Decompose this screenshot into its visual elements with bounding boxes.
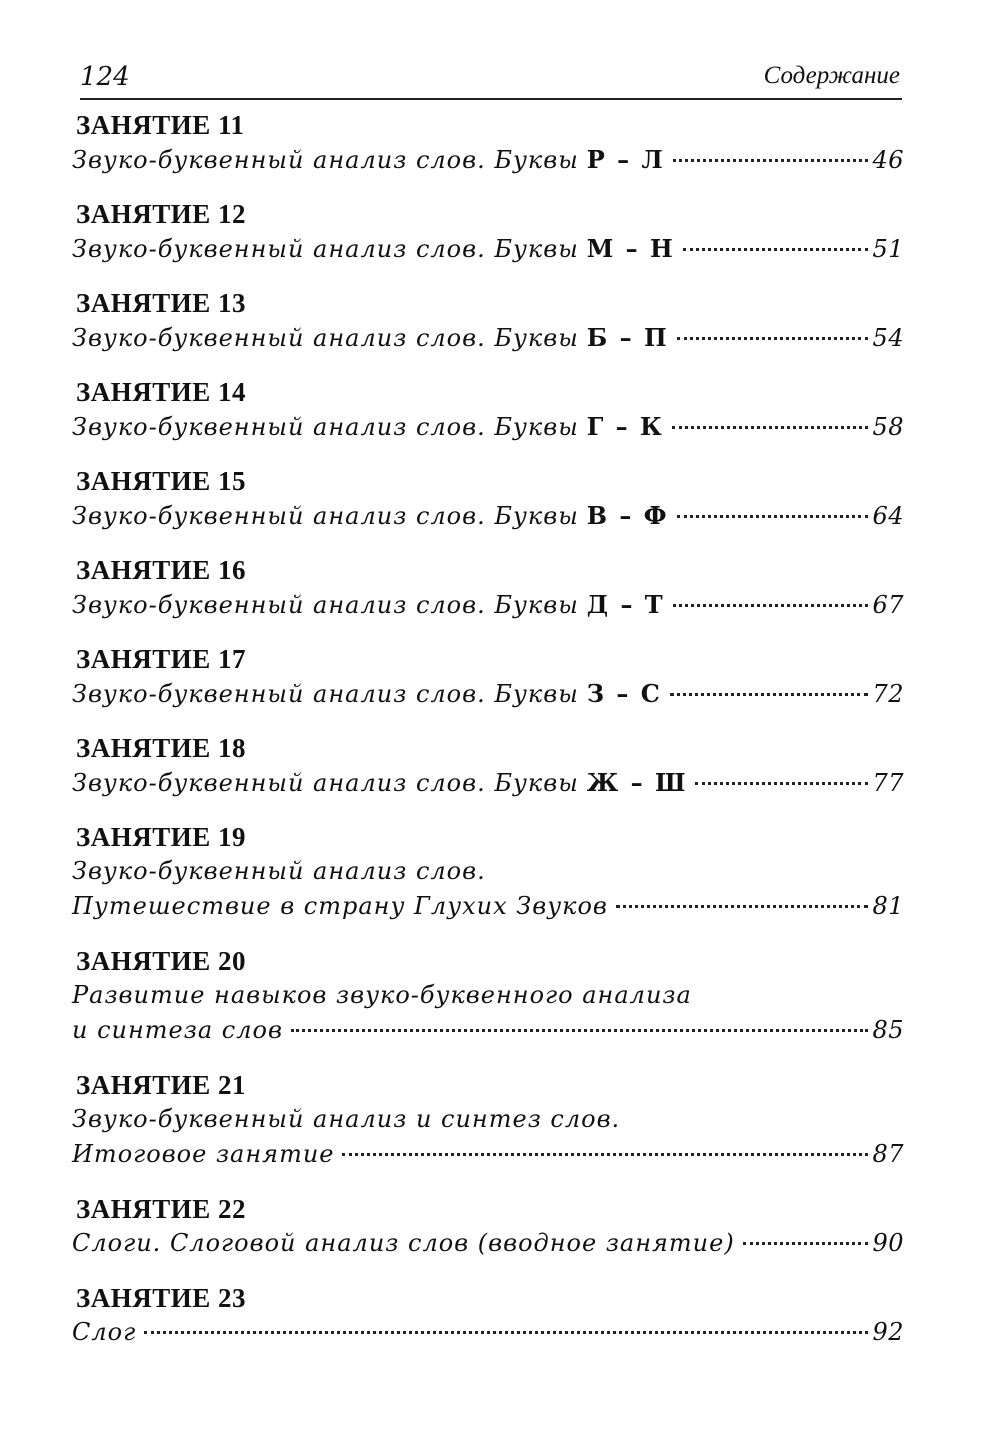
toc-row [72, 1315, 904, 1350]
page-reference: 92 [872, 1318, 904, 1346]
lesson-label: ЗАНЯТИЕ 15 [76, 466, 247, 496]
toc-entry [72, 108, 904, 177]
page-reference: 64 [872, 502, 904, 530]
toc-row [72, 1013, 904, 1048]
dot-leader [144, 1331, 868, 1334]
lesson-label: ЗАНЯТИЕ 12 [76, 199, 247, 229]
toc-entry [72, 642, 904, 711]
toc-row [72, 1137, 904, 1172]
toc-entry [72, 464, 904, 533]
page-reference: 72 [872, 680, 904, 708]
lesson-label: ЗАНЯТИЕ 14 [76, 377, 247, 407]
toc-entry [72, 944, 904, 1048]
lesson-letters: Г – К [586, 412, 664, 441]
page-reference: 51 [872, 235, 904, 263]
toc-row [72, 320, 904, 355]
dot-leader [616, 905, 869, 908]
lesson-title: Звуко-буквенный анализ слов. Буквы [72, 502, 579, 530]
toc-row [72, 765, 904, 800]
lesson-title: Звуко-буквенный анализ слов. Буквы [72, 413, 579, 441]
lesson-title: Звуко-буквенный анализ слов. Буквы [72, 591, 579, 619]
lesson-title: Звуко-буквенный анализ слов. Буквы [72, 324, 579, 352]
page-reference: 54 [872, 324, 904, 352]
page-reference: 46 [872, 146, 904, 174]
lesson-letters: Д – Т [586, 590, 665, 619]
toc-entry [72, 375, 904, 444]
section-title: Содержание [763, 62, 900, 89]
lesson-label: ЗАНЯТИЕ 13 [76, 288, 247, 318]
toc-row [72, 889, 904, 924]
page-header [80, 58, 902, 100]
lesson-label: ЗАНЯТИЕ 16 [76, 555, 247, 585]
toc-row [72, 231, 904, 266]
toc-entry [72, 1281, 904, 1350]
lesson-label: ЗАНЯТИЕ 21 [76, 1070, 247, 1100]
dot-leader [291, 1029, 869, 1032]
dot-leader [683, 248, 869, 251]
lesson-title: Звуко-буквенный анализ слов. Буквы [72, 769, 579, 797]
dot-leader [695, 782, 868, 785]
table-of-contents [72, 108, 904, 1370]
toc-row [72, 498, 904, 533]
dot-leader [677, 515, 869, 518]
toc-entry [72, 1192, 904, 1261]
lesson-letters: Б – П [586, 323, 669, 352]
lesson-title: и синтеза слов [72, 1016, 283, 1044]
toc-entry [72, 1068, 904, 1172]
lesson-letters: В – Ф [586, 501, 669, 530]
page-reference: 81 [872, 892, 904, 920]
lesson-title: Звуко-буквенный анализ слов. Буквы [72, 235, 579, 263]
toc-row [72, 587, 904, 622]
lesson-title-line: Звуко-буквенный анализ слов. [72, 857, 486, 885]
lesson-title: Звуко-буквенный анализ слов. Буквы [72, 680, 579, 708]
toc-entry [72, 553, 904, 622]
page-reference: 90 [872, 1229, 904, 1257]
lesson-letters: М – Н [586, 234, 675, 263]
toc-row [72, 1226, 904, 1261]
lesson-label: ЗАНЯТИЕ 22 [76, 1194, 247, 1224]
dot-leader [342, 1153, 868, 1156]
lesson-title: Слоги. Слоговой анализ слов (вводное занятие) [72, 1229, 735, 1257]
page-reference: 77 [872, 769, 904, 797]
lesson-label: ЗАНЯТИЕ 11 [76, 110, 245, 140]
lesson-label: ЗАНЯТИЕ 19 [76, 822, 247, 852]
lesson-label: ЗАНЯТИЕ 23 [76, 1283, 247, 1313]
lesson-letters: Р – Л [586, 145, 665, 174]
page-reference: 87 [872, 1140, 904, 1168]
toc-entry [72, 197, 904, 266]
lesson-title: Итоговое занятие [72, 1140, 335, 1168]
toc-row [72, 409, 904, 444]
toc-entry [72, 820, 904, 924]
toc-entry [72, 286, 904, 355]
lesson-title-line: Развитие навыков звуко-буквенного анализа [72, 981, 692, 1009]
dot-leader [670, 693, 869, 696]
page-reference: 58 [872, 413, 904, 441]
lesson-letters: З – С [586, 679, 662, 708]
lesson-title: Звуко-буквенный анализ слов. Буквы [72, 146, 579, 174]
lesson-title-line: Звуко-буквенный анализ и синтез слов. [72, 1105, 621, 1133]
page-reference: 67 [872, 591, 904, 619]
toc-row [72, 142, 904, 177]
dot-leader [672, 426, 869, 429]
lesson-title: Путешествие в страну Глухих Звуков [72, 892, 608, 920]
page-number: 124 [80, 62, 130, 92]
lesson-label: ЗАНЯТИЕ 20 [76, 946, 247, 976]
dot-leader [743, 1242, 869, 1245]
lesson-title: Слог [72, 1318, 137, 1346]
dot-leader [673, 604, 869, 607]
toc-row [72, 676, 904, 711]
lesson-label: ЗАНЯТИЕ 17 [76, 644, 247, 674]
lesson-label: ЗАНЯТИЕ 18 [76, 733, 247, 763]
lesson-letters: Ж – Ш [586, 768, 688, 797]
dot-leader [677, 337, 869, 340]
toc-entry [72, 731, 904, 800]
dot-leader [673, 159, 869, 162]
page-reference: 85 [872, 1016, 904, 1044]
